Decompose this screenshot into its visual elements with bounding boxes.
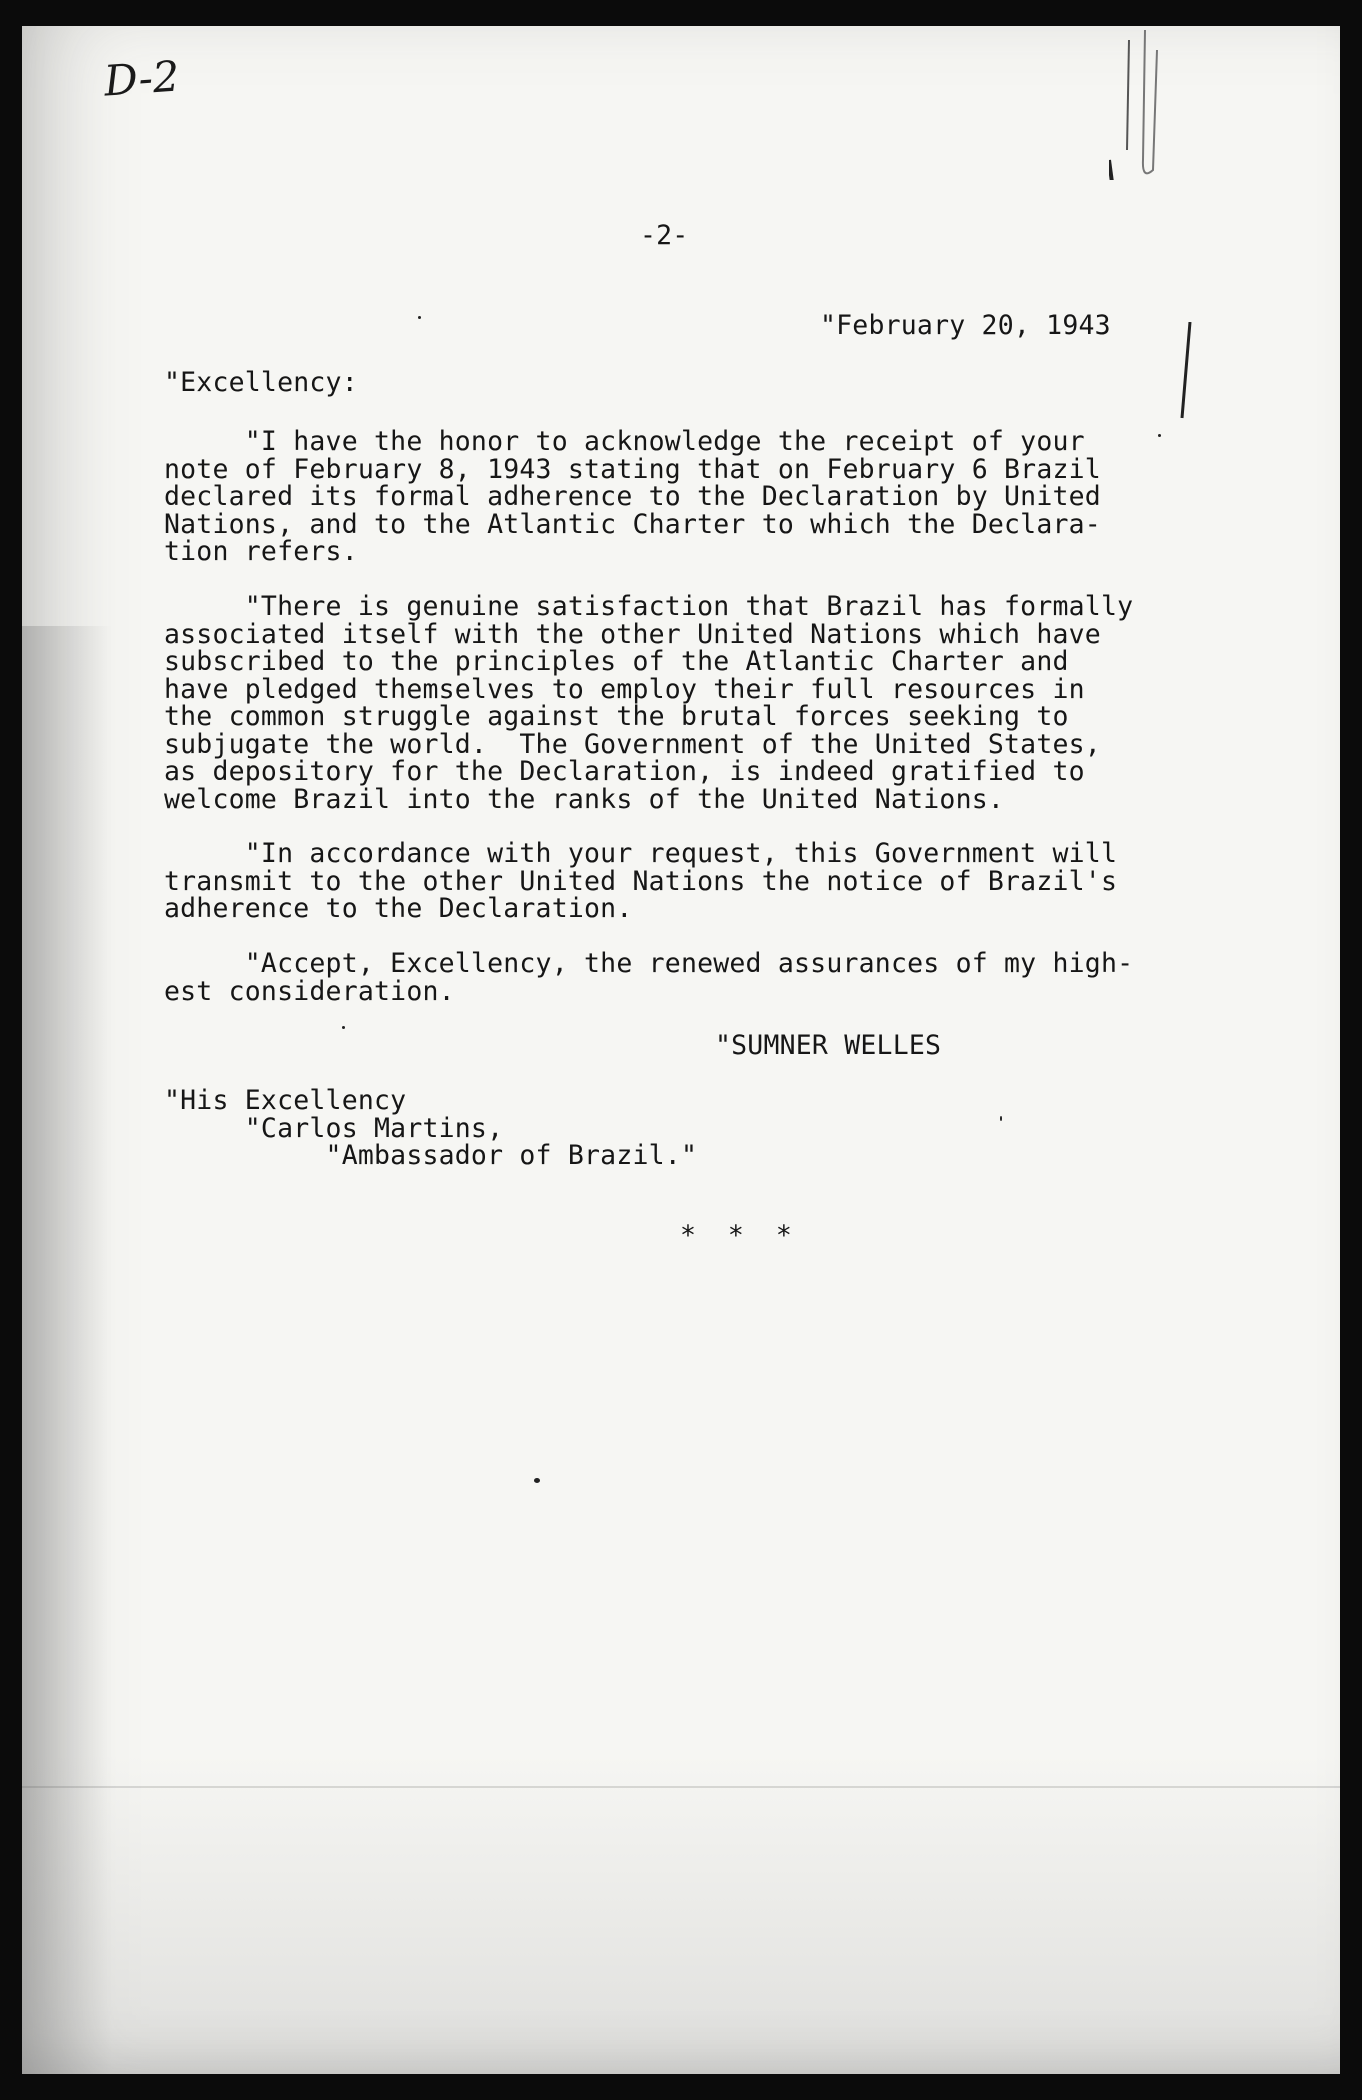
page-number: -2- xyxy=(640,220,689,251)
speck xyxy=(534,1478,540,1483)
handwritten-mark: D-2 xyxy=(102,51,181,106)
end-mark: * * * xyxy=(680,1220,800,1251)
speck xyxy=(1158,434,1161,437)
speck xyxy=(418,316,421,319)
closing-paragraph: "Accept, Excellency, the renewed assurances of my high- est consideration. xyxy=(164,948,1134,1007)
margin-line-icon xyxy=(1170,322,1200,422)
speck xyxy=(1000,1116,1002,1121)
speck xyxy=(342,1026,345,1029)
addressee-block: "His Excellency "Carlos Martins, "Ambassador of Brazil." xyxy=(164,1085,698,1171)
body-paragraph: "There is genuine satisfaction that Brazil has formally associated itself with the other United Nations which have subscribed to the principles of the Atlantic Charter and have pledged themselves to employ their full resources in the common struggle against the brutal forces seeking to subjugate the world. The Government of the United States, as depository for the Declaration, is indeed gratified to welcome Brazil into the ranks of the United Nations. xyxy=(164,591,1134,815)
salutation: "Excellency: xyxy=(164,367,358,398)
scan-shadow-bottom xyxy=(22,1754,1340,2074)
body-paragraph: "I have the honor to acknowledge the receipt of your note of February 8, 1943 stating that on February 6 Brazil declared its formal adherence to the Declaration by United Nations, and to the Atlantic Charter to which the Declara- tion refers. xyxy=(164,426,1101,567)
letter-date: "February 20, 1943 xyxy=(820,310,1111,341)
fold-line xyxy=(22,1786,1340,1788)
signature: "SUMNER WELLES xyxy=(715,1030,942,1061)
body-paragraph: "In accordance with your request, this Government will transmit to the other United Nations the notice of Brazil's adherence to the Declaration. xyxy=(164,838,1118,924)
pencil-mark-icon xyxy=(1109,30,1169,180)
document-page xyxy=(22,26,1340,2074)
